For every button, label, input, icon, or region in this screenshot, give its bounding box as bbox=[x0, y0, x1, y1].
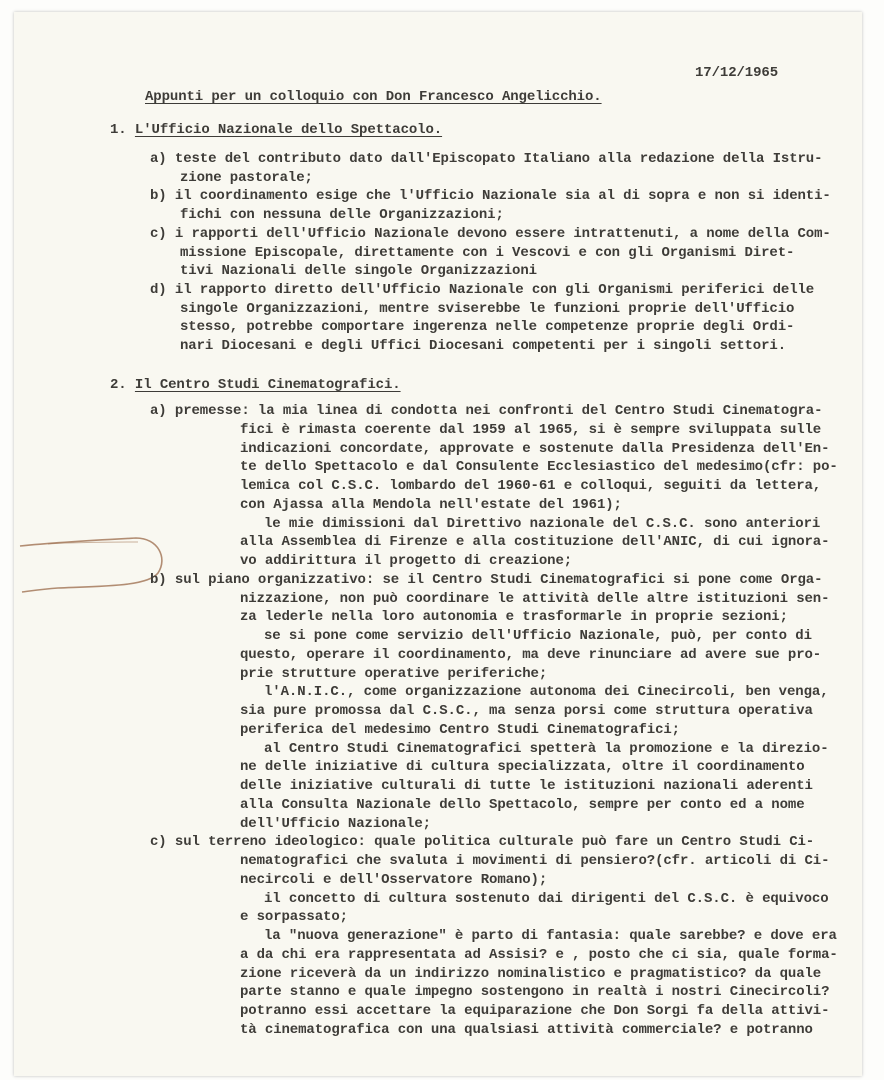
text-line: missione Episcopale, direttamente con i Vescovi e con gli Organismi Diret- bbox=[180, 244, 795, 261]
section-title: Il Centro Studi Cinematografici. bbox=[134, 377, 401, 393]
text-line: a) teste del contributo dato dall'Episcopato Italiano alla redazione della Istru- bbox=[150, 151, 823, 167]
text-line: dell'Ufficio Nazionale; bbox=[240, 815, 431, 832]
text-line: potranno essi accettare la equiparazione che Don Sorgi fa della attivi- bbox=[240, 1003, 830, 1019]
text-line: parte stanno e quale impegno sostengono in realtà i nostri Cinecircoli? bbox=[240, 984, 830, 1001]
text-line: singole Organizzazioni, mentre sviserebbe le funzioni proprie dell'Ufficio bbox=[180, 300, 795, 317]
text-line: b) il coordinamento esige che l'Ufficio Nazionale sia al di sopra e non si identi- bbox=[150, 188, 831, 205]
text-line: alla Assemblea di Firenze e alla costituzione dell'ANIC, di cui ignora- bbox=[240, 534, 830, 551]
text-line: con Ajassa alla Mendola nell'estate del 1961); bbox=[240, 496, 622, 513]
text-line: sia pure promossa dal C.S.C., ma senza porsi come struttura operativa bbox=[240, 703, 813, 719]
text-line: le mie dimissioni dal Direttivo nazionale del C.S.C. sono anteriori bbox=[264, 515, 821, 532]
text-line: c) sul terreno ideologico: quale politica culturale può fare un Centro Studi Ci- bbox=[150, 834, 815, 851]
text-line: tà cinematografica con una qualsiasi attività commerciale? e potranno bbox=[240, 1021, 813, 1038]
text-line: il concetto di cultura sostenuto dai dirigenti del C.S.C. è equivoco bbox=[264, 890, 829, 907]
section-title: L'Ufficio Nazionale dello Spettacolo. bbox=[134, 122, 443, 138]
text-line: c) i rapporti dell'Ufficio Nazionale devono essere intrattenuti, a nome della Com- bbox=[150, 225, 831, 242]
text-line: stesso, potrebbe comportare ingerenza nelle competenze proprie degli Ordi- bbox=[180, 319, 795, 336]
section-number: 2. bbox=[110, 377, 127, 393]
text-line: zione pastorale; bbox=[180, 169, 313, 186]
text-line: fichi con nessuna delle Organizzazioni; bbox=[180, 207, 504, 224]
text-line: ne delle iniziative di cultura specializzata, oltre il coordinamento bbox=[240, 759, 805, 776]
text-line: se si pone come servizio dell'Ufficio Nazionale, può, per conto di bbox=[264, 628, 812, 644]
section-2-heading bbox=[110, 376, 401, 394]
text-line: zione riceverà da un indirizzo nominalistico e pragmatistico? da quale bbox=[240, 965, 822, 982]
text-line: lemica col C.S.C. lombardo del 1960-61 e colloqui, seguiti da lettera, bbox=[240, 478, 822, 494]
section-number: 1. bbox=[110, 122, 127, 138]
text-line: te dello Spettacolo e dal Consulente Ecclesiastico del medesimo(cfr: po- bbox=[240, 459, 838, 476]
text-line: nizzazione, non può coordinare le attività delle altre istituzioni sen- bbox=[240, 590, 830, 607]
section-1-heading bbox=[110, 121, 442, 139]
text-line: za lederle nella loro autonomia e trasformarle in proprie sezioni; bbox=[240, 609, 788, 626]
text-line: e sorpassato; bbox=[240, 909, 348, 926]
text-line: nari Diocesani e degli Uffici Diocesani competenti per i singoli settori. bbox=[180, 338, 787, 354]
text-line: periferica del medesimo Centro Studi Cinematografici; bbox=[240, 721, 680, 738]
text-line: alla Consulta Nazionale dello Spettacolo, sempre per conto ed a nome bbox=[240, 796, 805, 813]
text-line: d) il rapporto diretto dell'Ufficio Nazionale con gli Organismi periferici delle bbox=[150, 281, 815, 298]
document-title: Appunti per un colloquio con Don Francesco Angelicchio. bbox=[145, 89, 602, 105]
text-line: nematografici che svaluta i movimenti di pensiero?(cfr. articoli di Ci- bbox=[240, 853, 830, 869]
text-line: a) premesse: la mia linea di condotta nei confronti del Centro Studi Cinematogra- bbox=[150, 403, 823, 419]
text-line: la "nuova generazione" è parto di fantasia: quale sarebbe? e dove era bbox=[264, 928, 837, 944]
text-line: indicazioni concordate, approvate e sostenute dalla Presidenza dell'En- bbox=[240, 440, 830, 457]
text-line: necircoli e dell'Osservatore Romano); bbox=[240, 871, 548, 888]
text-line: tivi Nazionali delle singole Organizzazioni bbox=[180, 263, 537, 280]
document-date: 17/12/1965 bbox=[695, 65, 779, 81]
text-line: prie strutture operative periferiche; bbox=[240, 665, 548, 682]
text-line: questo, operare il coordinamento, ma deve rinunciare ad avere sue pro- bbox=[240, 646, 822, 663]
text-line: vo addirittura il progetto di creazione; bbox=[240, 553, 573, 569]
text-line: delle iniziative culturali di tutte le istituzioni nazionali aderenti bbox=[240, 778, 813, 794]
text-line: b) sul piano organizzativo: se il Centro Studi Cinematografici si pone come Orga- bbox=[150, 571, 823, 588]
text-line: a da chi era rappresentata ad Assisi? e , posto che ci sia, quale forma- bbox=[240, 946, 838, 963]
text-line: l'A.N.I.C., come organizzazione autonoma dei Cinecircoli, ben venga, bbox=[264, 684, 829, 701]
text-line: fici è rimasta coerente dal 1959 al 1965, si è sempre sviluppata sulle bbox=[240, 421, 822, 438]
text-line: al Centro Studi Cinematografici spetterà la promozione e la direzio- bbox=[264, 740, 829, 757]
